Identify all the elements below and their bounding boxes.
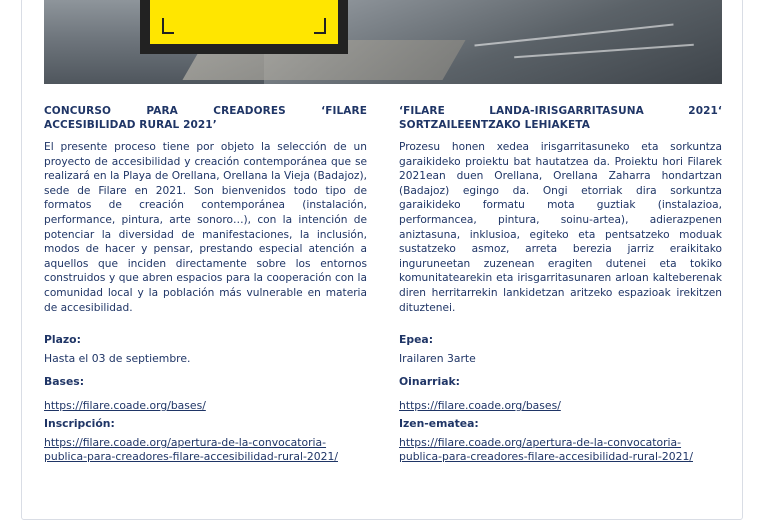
description-paragraph: El presente proceso tiene por objeto la selección de un proyecto de accesibilidad y creación contemporánea que se realizará en la Playa de Orellana, Orellana la Vieja (Badajoz), sede de Filare en 2021. Son bienvenidos todo tipo de formatos de creación contemporánea (instalación, performance, pintura, arte sonoro…), con la intención de potenciar la diversidad de manifestaciones, la inclusión, modos de hacer y pensar, prestando especial atención a aquellos que inciden directamente sobre los entornos construidos y que abren espacios para la cooperación con la comunidad local y la población más vulnerable en materia de accesibilidad.	[44, 141, 367, 314]
epea-value-wrap	[399, 352, 722, 365]
bases-label: Bases:	[44, 375, 85, 388]
izen-label-wrap	[399, 417, 722, 430]
spanish-column	[44, 104, 367, 315]
title-line: CONCURSO PARA CREADORES ‘FILARE	[44, 105, 367, 117]
column-title	[399, 104, 722, 132]
izen-link-wrap	[399, 436, 722, 464]
inscripcion-link[interactable]: https://filare.coade.org/apertura-de-la-convocatoria-publica-para-creadores-filare-accesibilidad-rural-2021/	[44, 436, 338, 463]
inscripcion-label-wrap	[44, 417, 367, 430]
plazo-label: Plazo:	[44, 333, 81, 346]
description-paragraph: Prozesu honen xedea irisgarritasuneko eta sorkuntza garaikideko proiektu bat hautatzea da. Proiektu hori Filarek 2021ean duen Orellana, Orellana Zaharra hondartzan (Badajoz) egingo da. Ongi etorriak dira sorkuntza garaikideko formatu mota guztiak (instalazioa, performancea, pintura, soinu-artea), adierazpenen aniztasuna, inklusioa, egiteko eta pentsatzeko moduak sustatzeko asmoz, arreta berezia jarriz eraikitako inguruneetan zuzenean eragiten dutenei eta tokiko komunitatearekin eta irisgarritasunaren arloan kalteberenak diren herritarrekin lankidetzan aritzeko espazioak irekitzen dituztenei.	[399, 141, 722, 314]
yellow-sign-panel	[150, 0, 338, 44]
plazo-value: Hasta el 03 de septiembre.	[44, 352, 191, 365]
oinarriak-label-wrap	[399, 375, 722, 388]
corner-bracket-icon	[162, 18, 174, 34]
bases-label-wrap	[44, 375, 367, 388]
header-photo	[44, 0, 722, 84]
basque-column	[399, 104, 722, 315]
title-line: ‘FILARE LANDA-IRISGARRITASUNA 2021‘	[399, 105, 722, 117]
oinarriak-label: Oinarriak:	[399, 375, 460, 388]
plazo-value-wrap	[44, 352, 367, 365]
bases-link[interactable]: https://filare.coade.org/bases/	[44, 399, 206, 412]
epea-label-wrap	[399, 333, 722, 346]
epea-value: Irailaren 3arte	[399, 352, 476, 365]
bases-link-wrap	[44, 394, 367, 413]
inscripcion-label: Inscripción:	[44, 417, 115, 430]
title-line: SORTZAILEENTZAKO LEHIAKETA	[399, 119, 590, 131]
epea-label: Epea:	[399, 333, 434, 346]
oinarriak-link-wrap	[399, 394, 722, 413]
izen-ematea-link[interactable]: https://filare.coade.org/apertura-de-la-convocatoria-publica-para-creadores-filare-accesibilidad-rural-2021/	[399, 436, 693, 463]
yellow-sign	[140, 0, 348, 54]
column-title	[44, 104, 367, 132]
inscripcion-link-wrap	[44, 436, 367, 464]
oinarriak-link[interactable]: https://filare.coade.org/bases/	[399, 399, 561, 412]
plazo-section	[44, 333, 367, 346]
corner-bracket-icon	[314, 18, 326, 34]
title-line: ACCESIBILIDAD RURAL 2021’	[44, 119, 217, 131]
izen-ematea-label: Izen-ematea:	[399, 417, 479, 430]
